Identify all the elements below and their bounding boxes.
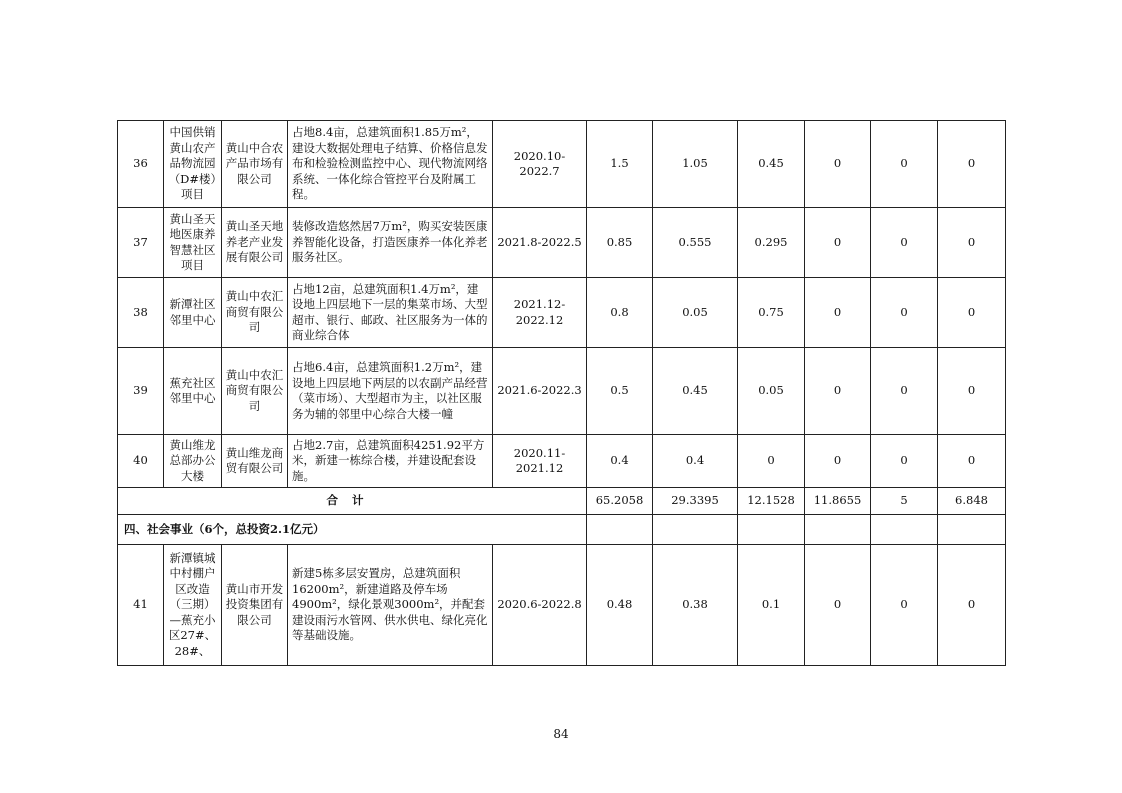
company-name: 黄山中农汇商贸有限公司 <box>222 278 288 348</box>
project-name: 新潭社区邻里中心 <box>164 278 222 348</box>
construction-period: 2021.12-2022.12 <box>493 278 587 348</box>
value-cell: 0 <box>738 435 805 488</box>
value-cell: 0 <box>805 208 871 278</box>
total-value: 6.848 <box>938 488 1006 515</box>
value-cell: 0.4 <box>653 435 738 488</box>
project-content: 占地6.4亩，总建筑面积1.2万m²，建设地上四层地下两层的以农副产品经营（菜市场）、大型超市为主，以社区服务为辅的邻里中心综合大楼一幢 <box>288 348 493 435</box>
project-content: 装修改造悠然居7万m²，购买安装医康养智能化设备，打造医康养一体化养老服务社区。 <box>288 208 493 278</box>
value-cell: 0 <box>871 278 938 348</box>
table-row <box>118 121 1006 208</box>
construction-period: 2021.6-2022.3 <box>493 348 587 435</box>
row-number: 41 <box>118 545 164 666</box>
value-cell: 0 <box>871 435 938 488</box>
project-content: 占地2.7亩，总建筑面积4251.92平方米，新建一栋综合楼，并建设配套设施。 <box>288 435 493 488</box>
value-cell: 0 <box>805 545 871 666</box>
value-cell: 0.45 <box>653 348 738 435</box>
construction-period: 2020.11-2021.12 <box>493 435 587 488</box>
construction-period: 2020.6-2022.8 <box>493 545 587 666</box>
empty-cell <box>871 515 938 545</box>
value-cell: 0.75 <box>738 278 805 348</box>
project-name: 中国供销黄山农产品物流园（D#楼）项目 <box>164 121 222 208</box>
section-heading: 四、社会事业（6个，总投资2.1亿元） <box>118 515 587 545</box>
value-cell: 0 <box>871 121 938 208</box>
construction-period: 2020.10-2022.7 <box>493 121 587 208</box>
company-name: 黄山市开发投资集团有限公司 <box>222 545 288 666</box>
value-cell: 1.5 <box>587 121 653 208</box>
project-content: 占地8.4亩，总建筑面积1.85万m²，建设大数据处理电子结算、价格信息发布和检验检测监控中心、现代物流网络系统、一体化综合管控平台及附属工程。 <box>288 121 493 208</box>
construction-period: 2021.8-2022.5 <box>493 208 587 278</box>
value-cell: 0 <box>871 348 938 435</box>
empty-cell <box>805 515 871 545</box>
project-table <box>117 120 1006 666</box>
project-content: 占地12亩，总建筑面积1.4万m²，建设地上四层地下一层的集菜市场、大型超市、银行、邮政、社区服务为一体的商业综合体 <box>288 278 493 348</box>
empty-cell <box>738 515 805 545</box>
table-row <box>118 545 1006 666</box>
value-cell: 0.8 <box>587 278 653 348</box>
empty-cell <box>587 515 653 545</box>
value-cell: 0 <box>938 435 1006 488</box>
value-cell: 0 <box>938 208 1006 278</box>
table-row <box>118 208 1006 278</box>
value-cell: 0.05 <box>653 278 738 348</box>
page-number: 84 <box>553 727 569 741</box>
value-cell: 0 <box>871 545 938 666</box>
value-cell: 0.295 <box>738 208 805 278</box>
row-number: 39 <box>118 348 164 435</box>
total-label: 合计 <box>118 488 587 515</box>
value-cell: 0.5 <box>587 348 653 435</box>
value-cell: 0.4 <box>587 435 653 488</box>
value-cell: 0 <box>938 545 1006 666</box>
value-cell: 0 <box>938 121 1006 208</box>
project-name: 蕉充社区邻里中心 <box>164 348 222 435</box>
company-name: 黄山中农汇商贸有限公司 <box>222 348 288 435</box>
total-value: 65.2058 <box>587 488 653 515</box>
value-cell: 0 <box>871 208 938 278</box>
project-name: 黄山维龙总部办公大楼 <box>164 435 222 488</box>
value-cell: 0.85 <box>587 208 653 278</box>
total-value: 11.8655 <box>805 488 871 515</box>
value-cell: 0.1 <box>738 545 805 666</box>
value-cell: 0.45 <box>738 121 805 208</box>
total-value: 29.3395 <box>653 488 738 515</box>
company-name: 黄山圣天地养老产业发展有限公司 <box>222 208 288 278</box>
table-row <box>118 435 1006 488</box>
total-row <box>118 488 1006 515</box>
project-name: 黄山圣天地医康养智慧社区项目 <box>164 208 222 278</box>
table-body <box>118 121 1006 666</box>
project-content: 新建5栋多层安置房，总建筑面积16200m²，新建道路及停车场4900m²，绿化景观3000m²，并配套建设雨污水管网、供水供电、绿化亮化等基础设施。 <box>288 545 493 666</box>
total-value: 12.1528 <box>738 488 805 515</box>
row-number: 37 <box>118 208 164 278</box>
value-cell: 0.38 <box>653 545 738 666</box>
value-cell: 0 <box>938 348 1006 435</box>
empty-cell <box>938 515 1006 545</box>
row-number: 40 <box>118 435 164 488</box>
total-value: 5 <box>871 488 938 515</box>
section-row <box>118 515 1006 545</box>
value-cell: 0 <box>805 278 871 348</box>
value-cell: 0 <box>805 435 871 488</box>
value-cell: 0 <box>805 121 871 208</box>
row-number: 38 <box>118 278 164 348</box>
value-cell: 0 <box>938 278 1006 348</box>
company-name: 黄山中合农产品市场有限公司 <box>222 121 288 208</box>
value-cell: 0.555 <box>653 208 738 278</box>
project-name: 新潭镇城中村棚户区改造（三期）—蕉充小区27#、28#、 <box>164 545 222 666</box>
empty-cell <box>653 515 738 545</box>
value-cell: 0.05 <box>738 348 805 435</box>
value-cell: 0.48 <box>587 545 653 666</box>
value-cell: 0 <box>805 348 871 435</box>
company-name: 黄山维龙商贸有限公司 <box>222 435 288 488</box>
table-row <box>118 348 1006 435</box>
value-cell: 1.05 <box>653 121 738 208</box>
row-number: 36 <box>118 121 164 208</box>
table-row <box>118 278 1006 348</box>
